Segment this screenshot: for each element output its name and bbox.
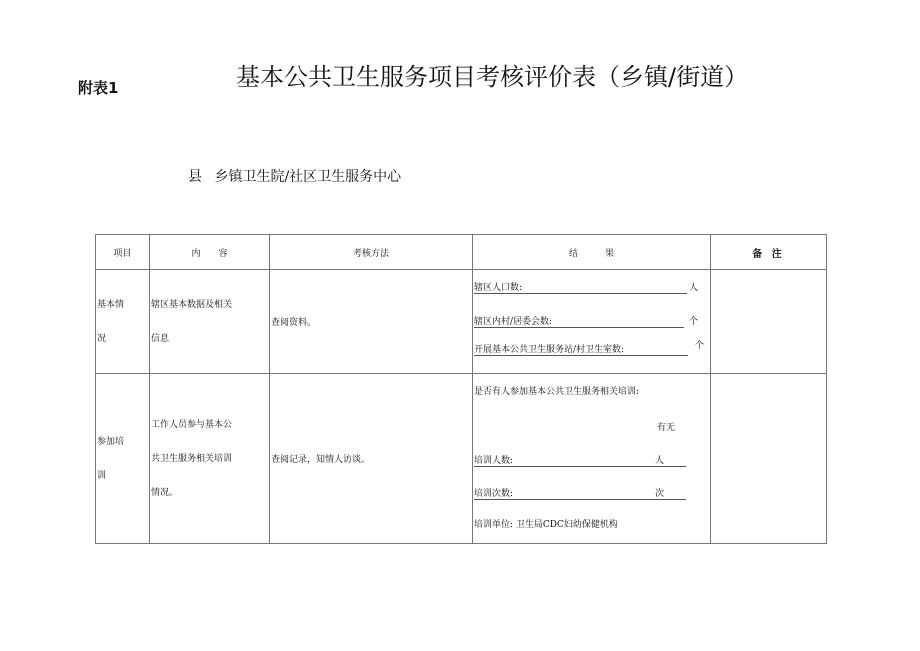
content-text: 情况。 (151, 487, 179, 498)
villages-unit: 个 (689, 317, 699, 327)
content-text: 辖区基本数据及相关 (151, 299, 233, 310)
sessions-unit: 次 (655, 489, 665, 499)
item-cell (96, 374, 150, 544)
content-text: 共卫生服务相关培训 (151, 453, 233, 464)
training-yes-no-options[interactable]: 有无 (657, 423, 676, 433)
col-header-content: 内 容 (150, 235, 270, 270)
evaluation-table (95, 234, 827, 544)
villages-label: 辖区内村/居委会数: (474, 314, 684, 328)
content-text: 工作人员参与基本公 (151, 419, 233, 430)
col-header-note: 备 注 (711, 235, 827, 270)
stations-field[interactable] (474, 342, 688, 356)
col-header-item: 项目 (96, 235, 150, 270)
col-header-result: 结 果 (473, 235, 711, 270)
subtitle (188, 166, 409, 186)
item-text: 训 (97, 470, 107, 481)
villages-field[interactable] (474, 314, 684, 328)
item-text: 基本情 (97, 299, 125, 310)
method-cell: 查阅记录，知情人访谈。 (270, 374, 473, 544)
training-unit-value: 卫生局CDC妇幼保健机构 (515, 520, 618, 530)
population-label: 辖区人口数: (474, 280, 687, 294)
stations-label: 开展基本公共卫生服务站/村卫生室数: (474, 342, 688, 356)
table-row-training (96, 374, 827, 544)
county-label: 县 (188, 169, 202, 185)
population-unit: 人 (689, 283, 699, 293)
stations-unit: 个 (695, 341, 705, 351)
training-question: 是否有人参加基本公共卫生服务相关培训: (474, 387, 640, 397)
table-header-row (96, 235, 827, 270)
col-header-method: 考核方法 (270, 235, 473, 270)
item-text: 况 (97, 333, 107, 344)
table-row-basic-info (96, 270, 827, 374)
content-cell (150, 270, 270, 374)
population-field[interactable] (474, 280, 687, 294)
result-cell (473, 374, 711, 544)
method-cell: 查阅资料。 (270, 270, 473, 374)
training-unit-line[interactable] (474, 517, 618, 530)
institution-label: 乡镇卫生院/社区卫生服务中心 (214, 169, 402, 185)
sessions-label: 培训次数: (474, 486, 686, 500)
result-cell (473, 270, 711, 374)
appendix-label: 附表1 (78, 79, 119, 97)
note-cell[interactable] (711, 270, 827, 374)
content-text: 信息 (151, 333, 170, 344)
item-text: 参加培 (97, 436, 125, 447)
item-cell (96, 270, 150, 374)
page-title: 基本公共卫生服务项目考核评价表（乡镇/街道） (236, 63, 749, 91)
note-cell[interactable] (711, 374, 827, 544)
trainees-unit: 人 (655, 456, 665, 466)
trainees-label: 培训人数: (474, 453, 686, 467)
content-cell (150, 374, 270, 544)
training-unit-label: 培训单位: (474, 520, 514, 530)
